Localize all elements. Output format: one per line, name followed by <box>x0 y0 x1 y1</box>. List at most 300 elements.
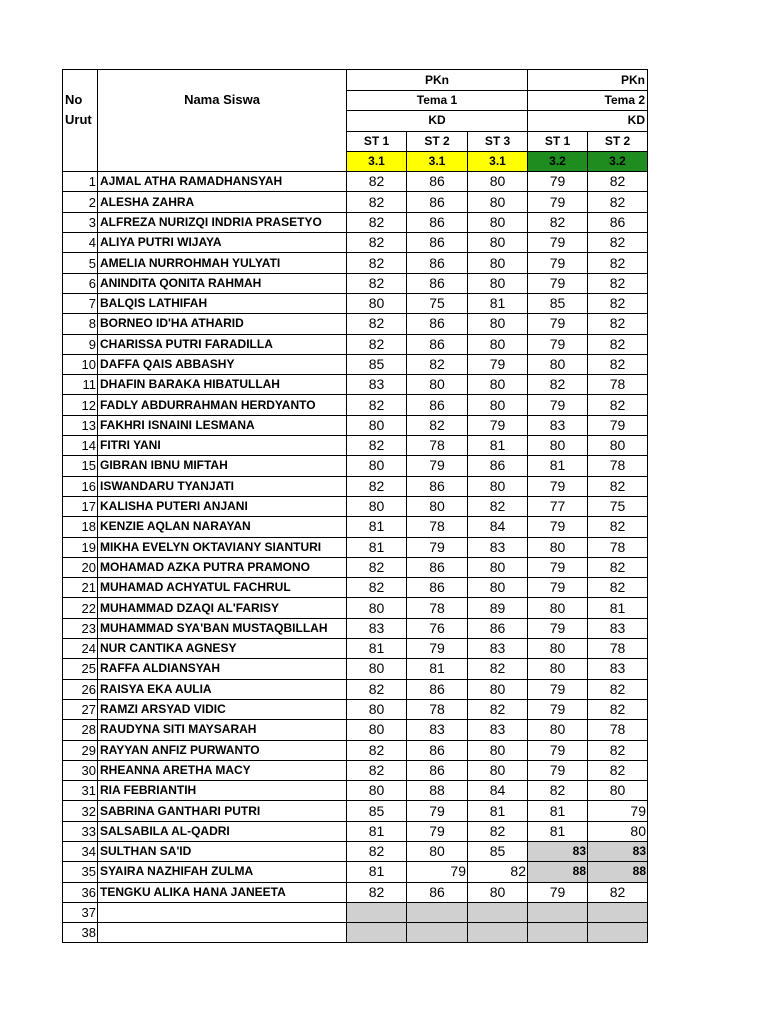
score-cell: 84 <box>468 517 528 537</box>
score-cell: 83 <box>528 415 588 435</box>
student-name: AJMAL ATHA RAMADHANSYAH <box>98 172 347 192</box>
row-number: 29 <box>63 740 98 760</box>
score-cell <box>528 923 588 943</box>
student-name: RIA FEBRIANTIH <box>98 781 347 801</box>
score-cell: 82 <box>347 253 407 273</box>
student-name: GIBRAN IBNU MIFTAH <box>98 456 347 476</box>
score-cell: 86 <box>407 273 468 293</box>
score-cell: 79 <box>588 415 648 435</box>
table-row <box>63 699 648 719</box>
grades-table <box>62 69 648 943</box>
score-cell: 80 <box>528 659 588 679</box>
score-cell: 86 <box>407 557 468 577</box>
row-number: 26 <box>63 679 98 699</box>
table-row <box>63 639 648 659</box>
score-cell: 80 <box>468 882 528 902</box>
score-cell: 80 <box>468 395 528 415</box>
score-cell: 85 <box>528 293 588 313</box>
score-cell: 83 <box>407 720 468 740</box>
header-tema-2: Tema 2 <box>528 91 648 111</box>
score-cell: 82 <box>347 314 407 334</box>
student-name: RHEANNA ARETHA MACY <box>98 760 347 780</box>
score-cell: 80 <box>347 598 407 618</box>
header-nama-siswa: Nama Siswa <box>98 70 347 172</box>
score-cell: 82 <box>347 841 407 861</box>
header-subject-1: PKn <box>347 70 528 91</box>
score-cell: 82 <box>407 415 468 435</box>
score-cell: 82 <box>347 679 407 699</box>
header-st: ST 1 <box>528 131 588 151</box>
score-cell: 80 <box>347 415 407 435</box>
score-cell: 80 <box>528 720 588 740</box>
score-cell: 81 <box>468 293 528 313</box>
header-st: ST 3 <box>468 131 528 151</box>
score-cell: 79 <box>528 679 588 699</box>
score-cell: 78 <box>407 517 468 537</box>
student-name: FITRI YANI <box>98 436 347 456</box>
score-cell: 86 <box>407 679 468 699</box>
score-cell: 79 <box>528 517 588 537</box>
score-cell: 82 <box>588 354 648 374</box>
score-cell: 79 <box>528 334 588 354</box>
score-cell <box>588 902 648 922</box>
score-cell: 75 <box>588 496 648 516</box>
student-name: SULTHAN SA'ID <box>98 841 347 861</box>
score-cell: 82 <box>588 476 648 496</box>
score-cell: 79 <box>528 740 588 760</box>
score-cell: 79 <box>528 233 588 253</box>
table-row <box>63 273 648 293</box>
row-number: 3 <box>63 212 98 232</box>
table-row <box>63 375 648 395</box>
row-number: 6 <box>63 273 98 293</box>
student-name <box>98 902 347 922</box>
score-cell: 78 <box>407 699 468 719</box>
score-cell: 78 <box>588 639 648 659</box>
student-name: RAYYAN ANFIZ PURWANTO <box>98 740 347 760</box>
score-cell: 80 <box>347 293 407 313</box>
score-cell <box>588 923 648 943</box>
score-cell: 80 <box>468 375 528 395</box>
score-cell: 79 <box>528 172 588 192</box>
score-cell: 82 <box>588 233 648 253</box>
score-cell: 86 <box>468 456 528 476</box>
score-cell: 81 <box>528 456 588 476</box>
table-row <box>63 760 648 780</box>
table-row <box>63 720 648 740</box>
table-row <box>63 801 648 821</box>
student-name: MUHAMMAD SYA'BAN MUSTAQBILLAH <box>98 618 347 638</box>
student-name: FADLY ABDURRAHMAN HERDYANTO <box>98 395 347 415</box>
score-cell: 80 <box>588 821 648 841</box>
score-cell: 80 <box>468 578 528 598</box>
score-cell: 80 <box>528 537 588 557</box>
score-cell: 79 <box>528 557 588 577</box>
header-subject-2: PKn <box>528 70 648 91</box>
score-cell: 80 <box>468 212 528 232</box>
row-number: 19 <box>63 537 98 557</box>
score-cell: 81 <box>468 801 528 821</box>
row-number: 2 <box>63 192 98 212</box>
table-row <box>63 902 648 922</box>
score-cell: 82 <box>468 862 528 882</box>
score-cell: 80 <box>347 496 407 516</box>
score-cell: 82 <box>347 760 407 780</box>
student-name: MUHAMMAD DZAQI AL'FARISY <box>98 598 347 618</box>
score-cell: 83 <box>347 375 407 395</box>
score-cell: 79 <box>407 821 468 841</box>
table-row <box>63 172 648 192</box>
score-cell: 82 <box>468 659 528 679</box>
table-row <box>63 253 648 273</box>
score-cell: 79 <box>407 456 468 476</box>
score-cell <box>347 923 407 943</box>
table-row <box>63 436 648 456</box>
row-number: 17 <box>63 496 98 516</box>
score-cell: 80 <box>528 436 588 456</box>
score-cell: 82 <box>588 253 648 273</box>
score-cell: 78 <box>588 720 648 740</box>
score-cell: 82 <box>347 233 407 253</box>
table-row <box>63 293 648 313</box>
score-cell <box>528 902 588 922</box>
table-row <box>63 537 648 557</box>
row-number: 9 <box>63 334 98 354</box>
row-number: 32 <box>63 801 98 821</box>
row-number: 12 <box>63 395 98 415</box>
score-cell: 80 <box>468 557 528 577</box>
row-number: 33 <box>63 821 98 841</box>
table-row <box>63 334 648 354</box>
table-row <box>63 679 648 699</box>
row-number: 16 <box>63 476 98 496</box>
score-cell: 79 <box>528 253 588 273</box>
score-cell: 81 <box>347 862 407 882</box>
table-row <box>63 923 648 943</box>
score-cell: 80 <box>468 334 528 354</box>
score-cell: 81 <box>588 598 648 618</box>
score-cell: 82 <box>528 212 588 232</box>
score-cell: 85 <box>468 841 528 861</box>
row-number: 36 <box>63 882 98 902</box>
student-name: ALIYA PUTRI WIJAYA <box>98 233 347 253</box>
score-cell: 82 <box>588 172 648 192</box>
score-cell <box>347 902 407 922</box>
score-cell: 81 <box>347 821 407 841</box>
table-row <box>63 456 648 476</box>
score-cell: 84 <box>468 781 528 801</box>
row-number: 23 <box>63 618 98 638</box>
score-cell: 80 <box>407 496 468 516</box>
score-cell: 79 <box>528 760 588 780</box>
score-cell: 82 <box>588 679 648 699</box>
score-cell: 79 <box>528 314 588 334</box>
score-cell: 83 <box>347 618 407 638</box>
student-name <box>98 923 347 943</box>
score-cell: 82 <box>468 699 528 719</box>
student-name: CHARISSA PUTRI FARADILLA <box>98 334 347 354</box>
score-cell: 79 <box>528 395 588 415</box>
row-number: 14 <box>63 436 98 456</box>
score-cell: 82 <box>588 273 648 293</box>
score-cell: 78 <box>407 436 468 456</box>
student-name: FAKHRI ISNAINI LESMANA <box>98 415 347 435</box>
table-row <box>63 618 648 638</box>
score-cell <box>468 923 528 943</box>
table-row <box>63 212 648 232</box>
score-cell: 86 <box>407 334 468 354</box>
table-row <box>63 233 648 253</box>
row-number: 22 <box>63 598 98 618</box>
score-cell: 79 <box>407 801 468 821</box>
table-row <box>63 862 648 882</box>
table-row <box>63 517 648 537</box>
score-cell: 80 <box>347 456 407 476</box>
score-cell: 86 <box>407 578 468 598</box>
score-cell: 82 <box>347 436 407 456</box>
score-cell: 82 <box>347 334 407 354</box>
row-number: 24 <box>63 639 98 659</box>
score-cell: 79 <box>407 537 468 557</box>
score-cell: 82 <box>347 476 407 496</box>
score-cell: 86 <box>407 740 468 760</box>
student-name: AMELIA NURROHMAH YULYATI <box>98 253 347 273</box>
score-cell: 82 <box>468 821 528 841</box>
student-name: SYAIRA NAZHIFAH ZULMA <box>98 862 347 882</box>
score-cell: 83 <box>588 618 648 638</box>
score-cell: 80 <box>468 740 528 760</box>
score-cell: 80 <box>347 720 407 740</box>
score-cell: 82 <box>588 578 648 598</box>
row-number: 28 <box>63 720 98 740</box>
score-cell: 79 <box>528 882 588 902</box>
score-cell: 80 <box>347 699 407 719</box>
kd-code: 3.1 <box>407 151 468 171</box>
score-cell: 79 <box>407 639 468 659</box>
kd-code: 3.2 <box>588 151 648 171</box>
score-cell: 82 <box>588 293 648 313</box>
score-cell: 82 <box>588 699 648 719</box>
header-st: ST 2 <box>588 131 648 151</box>
student-name: RAISYA EKA AULIA <box>98 679 347 699</box>
student-name: MUHAMAD ACHYATUL FACHRUL <box>98 578 347 598</box>
score-cell: 80 <box>407 841 468 861</box>
score-cell: 86 <box>407 395 468 415</box>
row-number: 15 <box>63 456 98 476</box>
student-name: ALESHA ZAHRA <box>98 192 347 212</box>
score-cell: 82 <box>347 557 407 577</box>
score-cell: 80 <box>468 314 528 334</box>
table-row <box>63 314 648 334</box>
score-cell: 80 <box>347 659 407 679</box>
header-kd-2: KD <box>528 111 648 131</box>
score-cell: 82 <box>407 354 468 374</box>
score-cell: 78 <box>407 598 468 618</box>
score-cell: 81 <box>528 821 588 841</box>
table-row <box>63 740 648 760</box>
student-name: DAFFA QAIS ABBASHY <box>98 354 347 374</box>
score-cell: 80 <box>468 273 528 293</box>
score-cell: 80 <box>528 639 588 659</box>
score-cell: 82 <box>347 882 407 902</box>
score-cell: 88 <box>528 862 588 882</box>
score-cell: 86 <box>468 618 528 638</box>
row-number: 18 <box>63 517 98 537</box>
kd-code: 3.1 <box>468 151 528 171</box>
table-row <box>63 496 648 516</box>
table-row <box>63 882 648 902</box>
score-cell: 80 <box>407 375 468 395</box>
score-cell: 82 <box>347 192 407 212</box>
student-name: KENZIE AQLAN NARAYAN <box>98 517 347 537</box>
row-number: 10 <box>63 354 98 374</box>
score-cell: 79 <box>407 862 468 882</box>
score-cell: 80 <box>468 253 528 273</box>
student-name: ANINDITA QONITA RAHMAH <box>98 273 347 293</box>
score-cell: 80 <box>468 679 528 699</box>
student-name: SABRINA GANTHARI PUTRI <box>98 801 347 821</box>
student-name: ISWANDARU TYANJATI <box>98 476 347 496</box>
student-name: KALISHA PUTERI ANJANI <box>98 496 347 516</box>
score-cell: 83 <box>588 841 648 861</box>
score-cell: 85 <box>347 354 407 374</box>
row-number: 11 <box>63 375 98 395</box>
row-number: 37 <box>63 902 98 922</box>
score-cell: 83 <box>468 537 528 557</box>
score-cell: 82 <box>528 375 588 395</box>
score-cell: 89 <box>468 598 528 618</box>
row-number: 38 <box>63 923 98 943</box>
score-cell <box>407 902 468 922</box>
table-row <box>63 354 648 374</box>
row-number: 35 <box>63 862 98 882</box>
student-name: MIKHA EVELYN OKTAVIANY SIANTURI <box>98 537 347 557</box>
table-row <box>63 578 648 598</box>
score-cell: 82 <box>588 314 648 334</box>
table-row <box>63 659 648 679</box>
score-cell <box>407 923 468 943</box>
score-cell: 88 <box>407 781 468 801</box>
row-number: 30 <box>63 760 98 780</box>
student-name: RAMZI ARSYAD VIDIC <box>98 699 347 719</box>
score-cell: 88 <box>588 862 648 882</box>
score-cell: 86 <box>407 314 468 334</box>
row-number: 13 <box>63 415 98 435</box>
score-cell: 82 <box>588 740 648 760</box>
score-cell: 86 <box>588 212 648 232</box>
score-cell: 79 <box>528 618 588 638</box>
row-number: 7 <box>63 293 98 313</box>
table-row <box>63 821 648 841</box>
kd-code: 3.1 <box>347 151 407 171</box>
score-cell: 79 <box>528 273 588 293</box>
score-cell: 80 <box>347 781 407 801</box>
score-cell: 83 <box>528 841 588 861</box>
score-cell: 76 <box>407 618 468 638</box>
score-cell: 82 <box>588 557 648 577</box>
score-cell: 81 <box>468 436 528 456</box>
student-name: SALSABILA AL-QADRI <box>98 821 347 841</box>
student-name: RAUDYNA SITI MAYSARAH <box>98 720 347 740</box>
table-row <box>63 415 648 435</box>
score-cell: 81 <box>347 537 407 557</box>
score-cell: 82 <box>468 496 528 516</box>
row-number: 21 <box>63 578 98 598</box>
score-cell: 77 <box>528 496 588 516</box>
score-cell <box>468 902 528 922</box>
score-cell: 80 <box>528 354 588 374</box>
score-cell: 82 <box>347 172 407 192</box>
table-row <box>63 598 648 618</box>
score-cell: 81 <box>528 801 588 821</box>
score-cell: 86 <box>407 233 468 253</box>
score-cell: 82 <box>347 273 407 293</box>
header-kd-1: KD <box>347 111 528 131</box>
row-number: 34 <box>63 841 98 861</box>
row-number: 25 <box>63 659 98 679</box>
score-cell: 81 <box>347 639 407 659</box>
score-cell: 82 <box>588 517 648 537</box>
table-row <box>63 192 648 212</box>
score-cell: 78 <box>588 375 648 395</box>
score-cell: 83 <box>468 720 528 740</box>
score-cell: 79 <box>528 476 588 496</box>
row-number: 31 <box>63 781 98 801</box>
student-name: DHAFIN BARAKA HIBATULLAH <box>98 375 347 395</box>
score-cell: 86 <box>407 882 468 902</box>
score-cell: 80 <box>588 781 648 801</box>
score-cell: 82 <box>588 882 648 902</box>
score-cell: 80 <box>588 436 648 456</box>
table-row <box>63 841 648 861</box>
score-cell: 83 <box>588 659 648 679</box>
score-cell: 80 <box>468 192 528 212</box>
header-st: ST 2 <box>407 131 468 151</box>
score-cell: 86 <box>407 172 468 192</box>
score-cell: 82 <box>588 334 648 354</box>
score-cell: 80 <box>468 476 528 496</box>
score-cell: 82 <box>347 578 407 598</box>
row-number: 1 <box>63 172 98 192</box>
score-cell: 83 <box>468 639 528 659</box>
score-cell: 79 <box>588 801 648 821</box>
score-cell: 86 <box>407 760 468 780</box>
score-cell: 82 <box>588 192 648 212</box>
score-cell: 79 <box>468 415 528 435</box>
table-row <box>63 557 648 577</box>
row-number: 8 <box>63 314 98 334</box>
score-cell: 80 <box>468 172 528 192</box>
score-cell: 85 <box>347 801 407 821</box>
row-number: 27 <box>63 699 98 719</box>
score-cell: 80 <box>528 598 588 618</box>
score-cell: 81 <box>407 659 468 679</box>
score-cell: 79 <box>528 578 588 598</box>
row-number: 4 <box>63 233 98 253</box>
table-row <box>63 781 648 801</box>
student-name: BALQIS LATHIFAH <box>98 293 347 313</box>
score-cell: 86 <box>407 192 468 212</box>
student-name: TENGKU ALIKA HANA JANEETA <box>98 882 347 902</box>
score-cell: 86 <box>407 212 468 232</box>
score-cell: 79 <box>528 699 588 719</box>
score-cell: 82 <box>347 212 407 232</box>
student-name: ALFREZA NURIZQI INDRIA PRASETYO <box>98 212 347 232</box>
table-row <box>63 476 648 496</box>
score-cell: 82 <box>588 760 648 780</box>
header-st: ST 1 <box>347 131 407 151</box>
score-cell: 80 <box>468 233 528 253</box>
